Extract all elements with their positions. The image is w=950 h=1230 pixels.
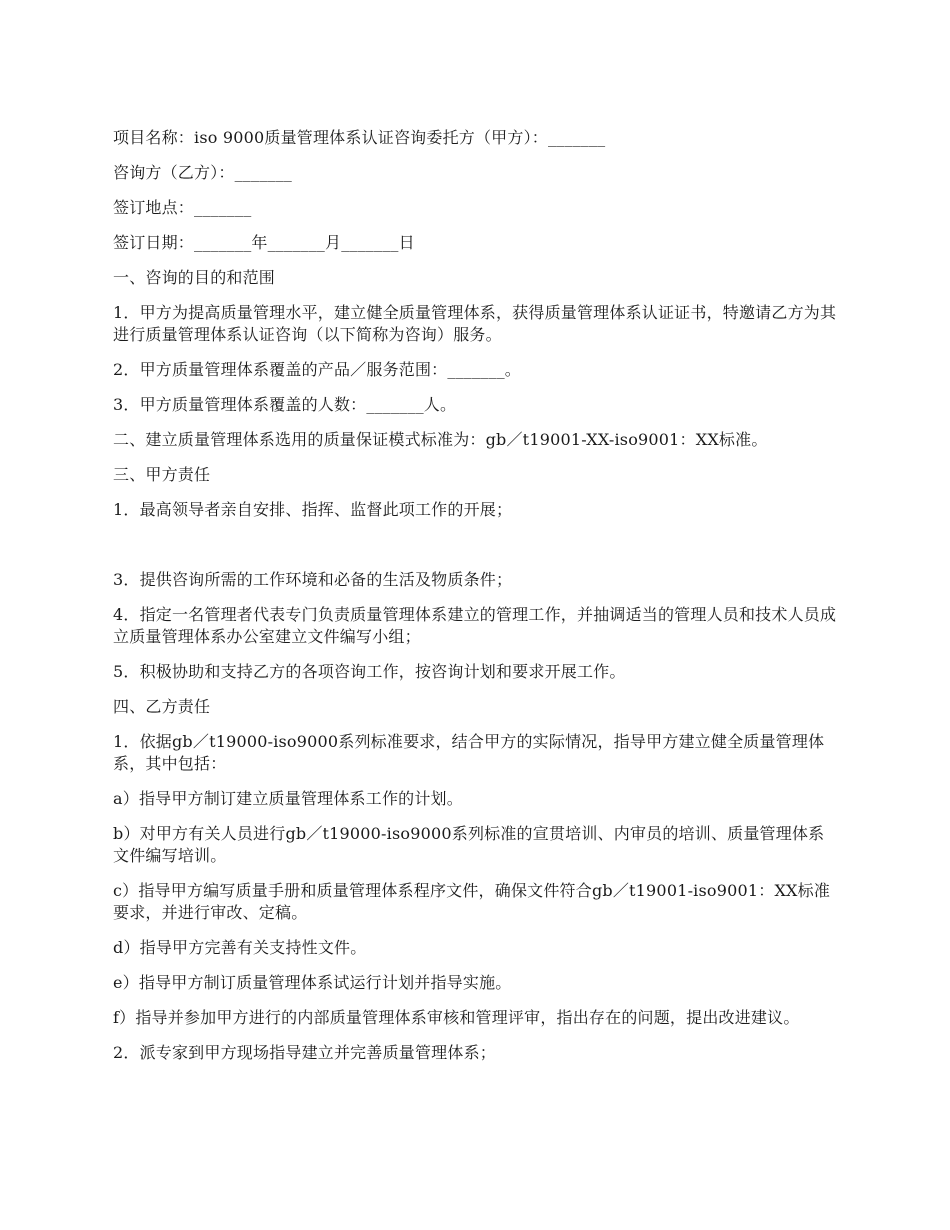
list-item: 3．甲方质量管理体系覆盖的人数：_______人。 <box>113 395 457 414</box>
list-item: 2．派专家到甲方现场指导建立并完善质量管理体系； <box>113 1043 496 1062</box>
consultant-line: 咨询方（乙方）：_______ <box>113 163 293 182</box>
section-heading: 一、咨询的目的和范围 <box>113 268 276 287</box>
list-item: 4．指定一名管理者代表专门负责质量管理体系建立的管理工作，并抽调适当的管理人员和技术人员成立质量管理体系办公室建立文件编写小组； <box>113 605 837 646</box>
list-item: c）指导甲方编写质量手册和质量管理体系程序文件，确保文件符合gb／t19001-iso9001：XX标准要求，并进行审改、定稿。 <box>113 881 831 922</box>
list-item: a）指导甲方制订建立质量管理体系工作的计划。 <box>113 789 463 808</box>
document-body <box>113 127 840 1077</box>
sign-date-line: 签订日期：_______年_______月_______日 <box>113 233 415 252</box>
sign-place-line: 签订地点：_______ <box>113 198 252 217</box>
list-item: b）对甲方有关人员进行gb／t19000-iso9000系列标准的宣贯培训、内审员的培训、质量管理体系文件编写培训。 <box>113 824 825 865</box>
section-heading: 四、乙方责任 <box>113 697 211 716</box>
list-item: 2．甲方质量管理体系覆盖的产品／服务范围：_______。 <box>113 360 521 379</box>
project-name-line: 项目名称：iso 9000质量管理体系认证咨询委托方（甲方）：_______ <box>113 128 606 147</box>
section-heading: 三、甲方责任 <box>113 465 211 484</box>
list-item: 5．积极协助和支持乙方的各项咨询工作，按咨询计划和要求开展工作。 <box>113 662 626 681</box>
list-item: f）指导并参加甲方进行的内部质量管理体系审核和管理评审，指出存在的问题，提出改进建议。 <box>113 1008 800 1027</box>
list-item: e）指导甲方制订质量管理体系试运行计划并指导实施。 <box>113 973 512 992</box>
list-item: 1．甲方为提高质量管理水平，建立健全质量管理体系，获得质量管理体系认证证书，特邀请乙方为其进行质量管理体系认证咨询（以下简称为咨询）服务。 <box>113 303 837 344</box>
list-item: 1．依据gb／t19000-iso9000系列标准要求，结合甲方的实际情况，指导甲方建立健全质量管理体系，其中包括： <box>113 732 825 773</box>
list-item: 3．提供咨询所需的工作环境和必备的生活及物质条件； <box>113 570 513 589</box>
list-item: d）指导甲方完善有关支持性文件。 <box>113 938 367 957</box>
blank-gap <box>113 534 840 569</box>
list-item: 1．最高领导者亲自安排、指挥、监督此项工作的开展； <box>113 500 513 519</box>
section-heading: 二、建立质量管理体系选用的质量保证模式标准为：gb／t19001-XX-iso9001：XX标准。 <box>113 430 768 449</box>
